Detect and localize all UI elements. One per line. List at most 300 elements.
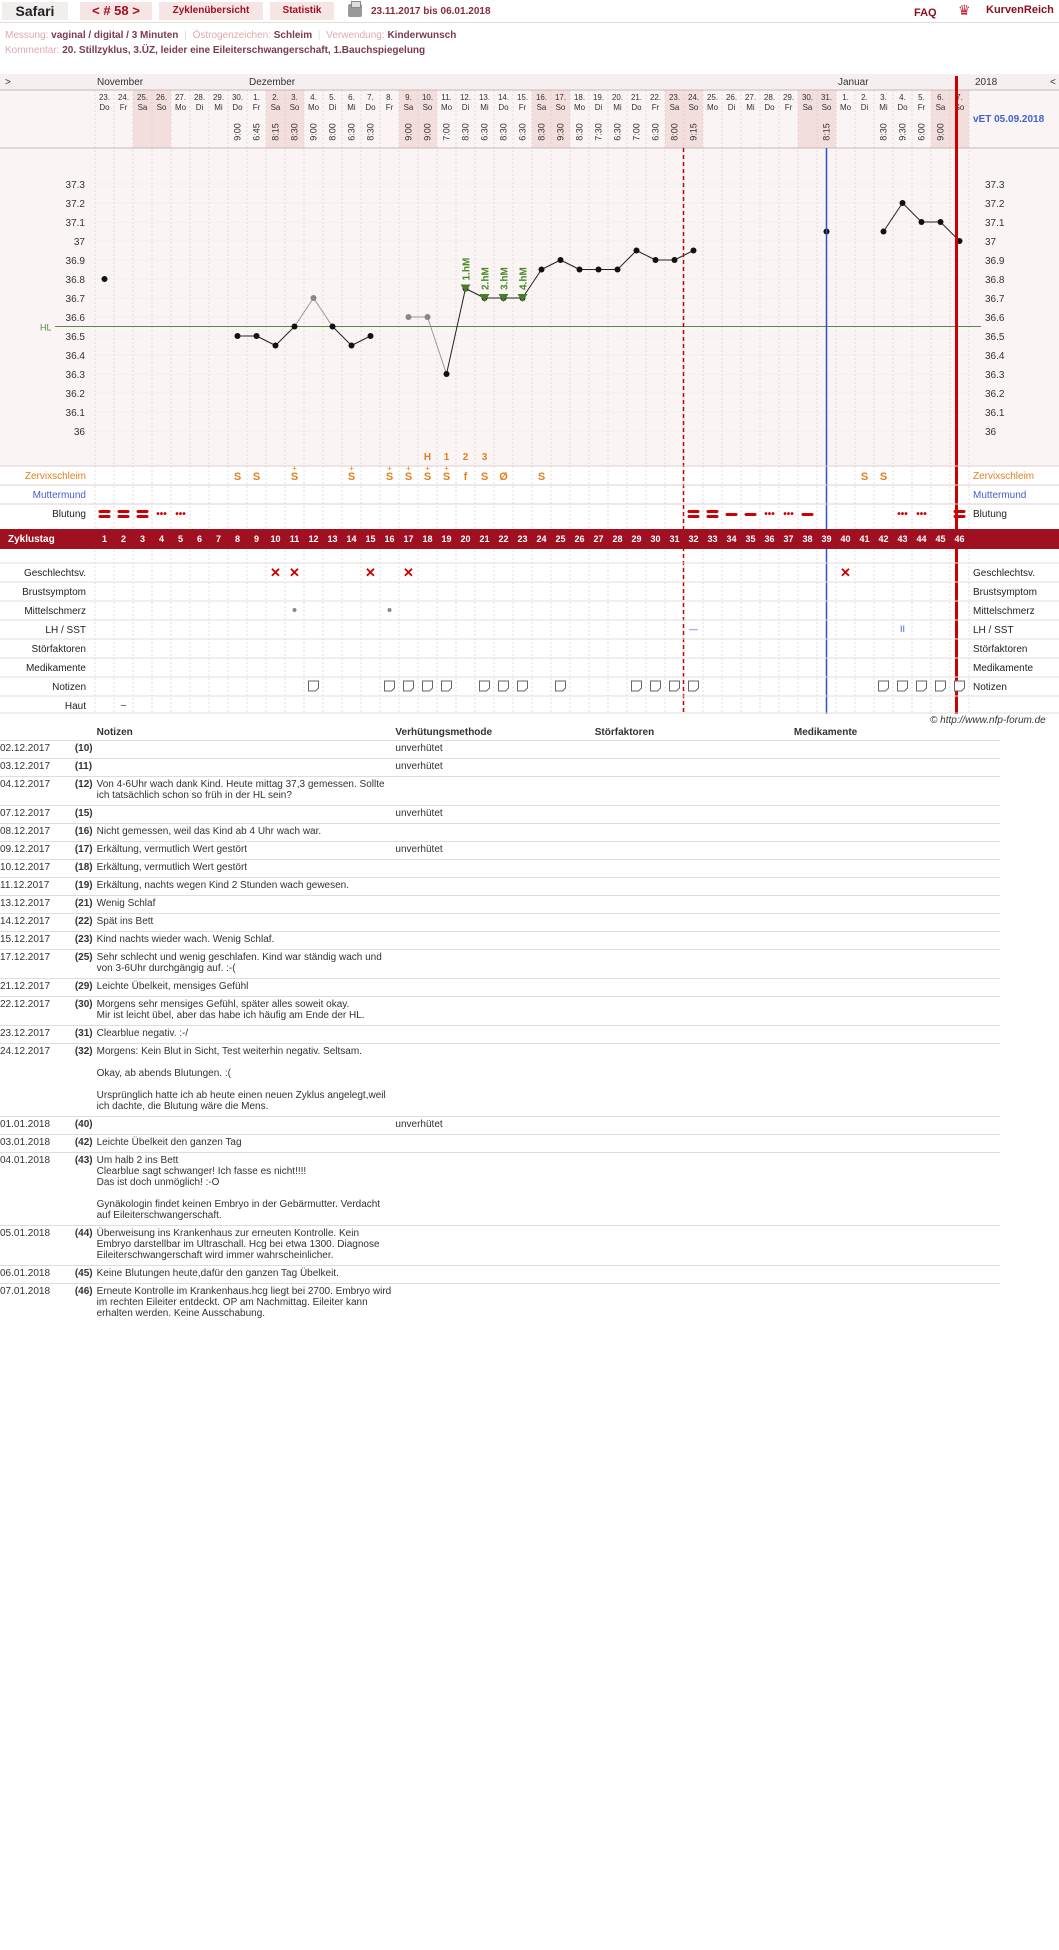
temp-point (653, 257, 659, 263)
nav-left-arrow: > (5, 77, 11, 88)
verwendung-label: Verwendung: (326, 30, 385, 41)
temp-point (330, 324, 336, 330)
row-label-right: Blutung (973, 509, 1007, 520)
cycle-day: 11 (289, 534, 300, 544)
weekday-label: Di (328, 103, 337, 112)
date-label: 21. (630, 93, 643, 102)
y-tick-label-right: 36.9 (985, 256, 1005, 267)
weekday-label: Do (897, 103, 908, 112)
row-label: Notizen (52, 682, 86, 693)
weekday-label: Mo (440, 103, 453, 112)
cycle-day: 37 (783, 534, 794, 544)
note-disturbance (595, 979, 794, 997)
temp-point (634, 248, 640, 254)
note-text: Keine Blutungen heute,dafür den ganzen Tag Übelkeit. (97, 1266, 396, 1284)
weekday-label: So (156, 103, 167, 112)
date-label: 18. (573, 93, 586, 102)
note-row (0, 1284, 1000, 1324)
notes-header-row (0, 725, 1000, 741)
weekday-label: Mo (307, 103, 320, 112)
cervix-mark: f (463, 471, 468, 483)
note-text: Erneute Kontrolle im Krankenhaus.hcg liegt bei 2700. Embryo wird im rechten Eileiter entdeckt. OP am Nachmittag. Eileiter kann erhalten werden. Keine Ausschabung. (97, 1284, 396, 1324)
note-row (0, 824, 1000, 842)
weekday-label: So (555, 103, 566, 112)
temp-point (596, 267, 602, 273)
cycle-day: 24 (536, 534, 547, 544)
temp-point (577, 267, 583, 273)
intercourse-mark: ✕ (403, 565, 414, 580)
note-icon (898, 681, 908, 691)
bleeding-heavy (707, 510, 719, 513)
note-medication (794, 1135, 1000, 1153)
weekday-label: Di (594, 103, 603, 112)
temp-point (425, 314, 431, 320)
note-row (0, 741, 1000, 759)
date-label: 7. (367, 93, 374, 102)
note-medication (794, 932, 1000, 950)
y-tick-label: 36.2 (65, 389, 85, 400)
row-label-right: LH / SST (973, 625, 1014, 636)
weekday-label: Sa (270, 103, 281, 112)
note-disturbance (595, 1135, 794, 1153)
note-disturbance (595, 1284, 794, 1324)
note-method: unverhütet (395, 806, 594, 824)
note-disturbance (595, 1266, 794, 1284)
note-cycle-day: (15) (75, 806, 97, 824)
cycle-day: 31 (669, 534, 680, 544)
meta-line-2 (5, 45, 425, 56)
note-date: 07.12.2017 (0, 806, 75, 824)
notes-table (0, 725, 1000, 1323)
note-text: Überweisung ins Krankenhaus zur erneuten Kontrolle. Kein Embryo darstellbar im Ultraschall. Hcg bei etwa 1300. Diagnose Eileiterschwangerschaft wird immer wahrscheinlicher. (97, 1226, 396, 1266)
note-date: 03.12.2017 (0, 759, 75, 777)
note-medication (794, 878, 1000, 896)
bleeding-heavy (707, 515, 719, 518)
cervix-mark: S (290, 471, 299, 483)
row-label-right: Zervixschleim (973, 471, 1035, 482)
weekday-label: So (821, 103, 832, 112)
cycle-day: 41 (859, 534, 870, 544)
note-text: Nicht gemessen, weil das Kind ab 4 Uhr wach war. (97, 824, 396, 842)
temp-point (311, 295, 317, 301)
note-row (0, 914, 1000, 932)
time-label: 9:15 (688, 123, 699, 141)
temp-point (273, 343, 279, 349)
note-text: Spät ins Bett (97, 914, 396, 932)
note-text: Morgens: Kein Blut in Sicht, Test weiterhin negativ. Seltsam. Okay, ab abends Blutungen. :( Ursprünglich hatte ich ab heute einen neuen Zyklus angelegt,weil ich dachte, die Blutung wäre die Mens. (97, 1044, 396, 1117)
nav-row-bg (0, 74, 1059, 90)
cycle-day: 20 (460, 534, 471, 544)
bleeding-heavy (99, 515, 111, 518)
note-cycle-day: (31) (75, 1026, 97, 1044)
y-tick-label-right: 36.4 (985, 351, 1005, 362)
note-icon (499, 681, 509, 691)
row-label: Störfaktoren (31, 644, 86, 655)
time-label: 8:30 (498, 123, 509, 141)
note-medication (794, 1266, 1000, 1284)
note-disturbance (595, 1117, 794, 1135)
weekday-label: Do (365, 103, 376, 112)
bleeding-heavy (118, 510, 130, 513)
weekday-label: Di (860, 103, 869, 112)
kommentar-value: 20. Stillzyklus, 3.ÜZ, leider eine Eileiterschwangerschaft, 1.Bauchspiegelung (62, 45, 426, 56)
tab-statistics[interactable]: Statistik (270, 2, 334, 20)
date-label: 3. (880, 93, 887, 102)
note-cycle-day: (45) (75, 1266, 97, 1284)
row-label: Blutung (52, 509, 86, 520)
row-label-right: Notizen (973, 682, 1007, 693)
weekday-label: Do (232, 103, 243, 112)
note-disturbance (595, 950, 794, 979)
bleeding-heavy (954, 510, 966, 513)
hm-label: 2.hM (480, 267, 492, 290)
note-method: unverhütet (395, 741, 594, 759)
weekday-label: Fr (119, 103, 128, 112)
lh-sst-mark: — (689, 624, 698, 634)
intercourse-mark: ✕ (840, 565, 851, 580)
note-method (395, 1226, 594, 1266)
y-tick-label: 36.4 (65, 351, 85, 362)
note-cycle-day: (44) (75, 1226, 97, 1266)
note-cycle-day: (11) (75, 759, 97, 777)
note-icon (670, 681, 680, 691)
logo-icon: ♛ (958, 2, 971, 18)
weekday-label: Sa (669, 103, 680, 112)
note-method (395, 824, 594, 842)
mittelschmerz-mark (293, 608, 297, 612)
y-tick-label-right: 37 (985, 237, 997, 248)
note-method (395, 932, 594, 950)
date-label: 4. (310, 93, 317, 102)
weekday-label: Mi (746, 103, 755, 112)
time-label: 8:15 (270, 123, 281, 141)
note-row (0, 1117, 1000, 1135)
weekday-label: Sa (137, 103, 148, 112)
weekday-label: Di (461, 103, 470, 112)
note-medication (794, 1153, 1000, 1226)
row-label: Mittelschmerz (24, 606, 86, 617)
note-medication (794, 950, 1000, 979)
temp-point (254, 333, 260, 339)
note-text: Morgens sehr mensiges Gefühl, später alles soweit okay. Mir ist leicht übel, aber das habe ich häufig am Ende der HL. (97, 997, 396, 1026)
cycle-day: 2 (120, 534, 127, 544)
y-tick-label: 36.1 (65, 408, 85, 419)
note-date: 15.12.2017 (0, 932, 75, 950)
y-tick-label: 36.6 (65, 313, 85, 324)
y-tick-label: 36 (73, 427, 85, 438)
note-method (395, 997, 594, 1026)
temp-point (938, 219, 944, 225)
cycle-day: 29 (631, 534, 642, 544)
temp-point (615, 267, 621, 273)
temp-point (691, 248, 697, 254)
temp-point (672, 257, 678, 263)
header-method: Verhütungsmethode (395, 727, 493, 738)
logo-text[interactable]: KurvenReich (986, 4, 1054, 16)
weekday-label: Mi (613, 103, 622, 112)
note-method (395, 1135, 594, 1153)
date-label: 25. (706, 93, 719, 102)
row-label-right: Muttermund (973, 490, 1027, 501)
date-label: 26. (725, 93, 738, 102)
temp-point (558, 257, 564, 263)
note-date: 02.12.2017 (0, 741, 75, 759)
time-label: 8:00 (327, 123, 338, 141)
note-cycle-day: (22) (75, 914, 97, 932)
header-disturbance: Störfaktoren (594, 727, 655, 738)
note-disturbance (595, 1226, 794, 1266)
note-method (395, 878, 594, 896)
note-date: 14.12.2017 (0, 914, 75, 932)
note-medication (794, 1226, 1000, 1266)
date-label: 23. (668, 93, 681, 102)
hl-label: HL (40, 322, 52, 333)
note-disturbance (595, 878, 794, 896)
note-disturbance (595, 932, 794, 950)
note-disturbance (595, 914, 794, 932)
cycle-day: 12 (308, 534, 319, 544)
note-icon (556, 681, 566, 691)
date-label: 16. (535, 93, 548, 102)
note-text: Um halb 2 ins Bett Clearblue sagt schwanger! Ich fasse es nicht!!!! Das ist doch unmöglich! :-O Gynäkologin findet keinen Embryo in der Gebärmutter. Verdacht auf Eileiterschwangerschaft. (97, 1153, 396, 1226)
weekday-label: Do (631, 103, 642, 112)
faq-link[interactable]: FAQ (914, 7, 937, 19)
note-icon (518, 681, 528, 691)
note-date: 04.01.2018 (0, 1153, 75, 1226)
cervix-mark: S (879, 471, 888, 483)
note-disturbance (595, 896, 794, 914)
note-row (0, 878, 1000, 896)
row-label: Muttermund (32, 490, 86, 501)
date-label: 29. (782, 93, 795, 102)
note-row (0, 1266, 1000, 1284)
weekday-label: Fr (518, 103, 527, 112)
cycle-day: 43 (897, 534, 908, 544)
hm-label: 3.hM (499, 267, 511, 290)
y-tick-label-right: 36.1 (985, 408, 1005, 419)
weekday-label: Do (498, 103, 509, 112)
note-method: unverhütet (395, 1117, 594, 1135)
note-icon (442, 681, 452, 691)
note-icon (651, 681, 661, 691)
y-tick-label: 36.9 (65, 256, 85, 267)
note-date: 24.12.2017 (0, 1044, 75, 1117)
note-date: 09.12.2017 (0, 842, 75, 860)
temp-point (539, 267, 545, 273)
note-cycle-day: (23) (75, 932, 97, 950)
lh-sst-mark: II (899, 624, 906, 634)
note-cycle-day: (10) (75, 741, 97, 759)
note-row (0, 997, 1000, 1026)
bleeding-heavy (99, 510, 111, 513)
cycle-day: 28 (612, 534, 623, 544)
weekday-label: Mi (347, 103, 356, 112)
cycle-day: 22 (498, 534, 509, 544)
note-cycle-day: (18) (75, 860, 97, 878)
note-text: Wenig Schlaf (97, 896, 396, 914)
time-label: 8:30 (289, 123, 300, 141)
temp-point (102, 276, 108, 282)
note-icon (632, 681, 642, 691)
cycle-day: 10 (270, 534, 281, 544)
note-date: 21.12.2017 (0, 979, 75, 997)
row-label-right: Mittelschmerz (973, 606, 1035, 617)
time-label: 9:00 (232, 123, 243, 141)
verwendung-value: Kinderwunsch (387, 30, 457, 41)
peak-label: 1 (443, 452, 450, 463)
note-disturbance (595, 806, 794, 824)
note-method (395, 896, 594, 914)
bleeding-heavy (688, 510, 700, 513)
cycle-day: 45 (935, 534, 946, 544)
date-label: 6. (348, 93, 355, 102)
date-label: 17. (554, 93, 567, 102)
note-method (395, 950, 594, 979)
note-disturbance (595, 1026, 794, 1044)
bleeding-heavy (954, 515, 966, 518)
note-cycle-day: (40) (75, 1117, 97, 1135)
cycle-day: 4 (158, 534, 165, 544)
y-tick-label-right: 36.6 (985, 313, 1005, 324)
date-label: 22. (649, 93, 662, 102)
note-disturbance (595, 1153, 794, 1226)
cycle-nav[interactable]: < # 58 > (80, 2, 152, 20)
note-method (395, 914, 594, 932)
note-medication (794, 1284, 1000, 1324)
cervix-plus: + (387, 464, 392, 473)
note-cycle-day: (43) (75, 1153, 97, 1226)
y-tick-label: 36.7 (65, 294, 85, 305)
intercourse-mark: ✕ (365, 565, 376, 580)
date-label: 27. (744, 93, 757, 102)
note-icon (309, 681, 319, 691)
note-date: 05.01.2018 (0, 1226, 75, 1266)
row-label: LH / SST (45, 625, 86, 636)
row-label: Geschlechtsv. (23, 568, 86, 579)
note-medication (794, 860, 1000, 878)
time-label: 6:30 (612, 123, 623, 141)
date-label: 27. (174, 93, 187, 102)
note-medication (794, 1117, 1000, 1135)
tab-overview[interactable]: Zyklenübersicht (159, 2, 263, 20)
y-tick-label-right: 36.3 (985, 370, 1005, 381)
date-label: 24. (687, 93, 700, 102)
cycle-day: 17 (403, 534, 414, 544)
note-medication (794, 777, 1000, 806)
meta-line-1: Messung: vaginal / digital / 3 Minuten | Östrogenzeichen: Schleim | Verwendung: Kinderwunsch (5, 30, 457, 41)
note-icon (879, 681, 889, 691)
date-label: 4. (899, 93, 906, 102)
cycle-day: 40 (840, 534, 851, 544)
note-text: Erkältung, vermutlich Wert gestört (97, 842, 396, 860)
time-label: 6:30 (479, 123, 490, 141)
note-text (97, 759, 396, 777)
date-label: 12. (459, 93, 472, 102)
note-text: Sehr schlecht und wenig geschlafen. Kind war ständig wach und von 3-6Uhr durchgängig auf. :-( (97, 950, 396, 979)
note-date: 11.12.2017 (0, 878, 75, 896)
note-medication (794, 741, 1000, 759)
note-disturbance (595, 842, 794, 860)
zyklustag-label: Zyklustag (8, 534, 55, 545)
note-date: 22.12.2017 (0, 997, 75, 1026)
weekday-label: So (954, 103, 965, 112)
weekday-label: Do (764, 103, 775, 112)
cycle-day: 5 (177, 534, 184, 544)
copyright: © http://www.nfp-forum.de (930, 715, 1046, 726)
time-label: 6:30 (346, 123, 357, 141)
note-medication (794, 896, 1000, 914)
top-bar (0, 0, 1059, 23)
bleeding-heavy (137, 515, 149, 518)
cervix-plus: + (425, 464, 430, 473)
note-text (97, 741, 396, 759)
cycle-day: 15 (365, 534, 376, 544)
y-tick-label: 36.8 (65, 275, 85, 286)
vet-label: vET 05.09.2018 (973, 114, 1045, 125)
date-label: 3. (291, 93, 298, 102)
note-row (0, 860, 1000, 878)
note-method (395, 1266, 594, 1284)
cycle-day: 14 (346, 534, 357, 544)
printer-icon[interactable] (348, 4, 362, 17)
date-label: 15. (516, 93, 529, 102)
weekday-label: Fr (385, 103, 394, 112)
weekday-label: Mo (174, 103, 187, 112)
cycle-day: 3 (139, 534, 146, 544)
cervix-mark: Ø (499, 471, 508, 483)
y-tick-label-right: 37.3 (985, 180, 1005, 191)
bleeding-spotting: ••• (156, 509, 167, 520)
date-label: 11. (441, 93, 452, 102)
note-text: Von 4-6Uhr wach dank Kind. Heute mittag 37,3 gemessen. Sollte ich tatsächlich schon so früh in der HL sein? (97, 777, 396, 806)
cervix-mark: S (404, 471, 413, 483)
date-label: 7. (956, 93, 963, 102)
intercourse-mark: ✕ (270, 565, 281, 580)
note-icon (404, 681, 414, 691)
note-row (0, 1135, 1000, 1153)
date-label: 8. (386, 93, 393, 102)
app-tab[interactable]: Safari (2, 2, 68, 20)
note-row (0, 842, 1000, 860)
note-row (0, 759, 1000, 777)
note-disturbance (595, 759, 794, 777)
note-disturbance (595, 741, 794, 759)
month-label: Januar (838, 77, 869, 88)
cycle-day: 16 (384, 534, 395, 544)
cervix-mark: S (252, 471, 261, 483)
weekday-label: Sa (802, 103, 813, 112)
cervix-mark: S (423, 471, 432, 483)
temp-point (235, 333, 241, 339)
cycle-day: 32 (688, 534, 699, 544)
haut-mark: – (120, 700, 127, 711)
bleeding-spotting: ••• (764, 509, 775, 520)
mittelschmerz-mark (388, 608, 392, 612)
temp-point (919, 219, 925, 225)
time-label: 8:00 (669, 123, 680, 141)
date-label: 10. (421, 93, 434, 102)
note-method (395, 1284, 594, 1324)
temp-point (881, 229, 887, 235)
note-cycle-day: (21) (75, 896, 97, 914)
note-method: unverhütet (395, 759, 594, 777)
note-date: 17.12.2017 (0, 950, 75, 979)
note-date: 06.01.2018 (0, 1266, 75, 1284)
note-row (0, 979, 1000, 997)
cycle-day: 39 (821, 534, 832, 544)
note-date: 01.01.2018 (0, 1117, 75, 1135)
cycle-day: 8 (234, 534, 241, 544)
